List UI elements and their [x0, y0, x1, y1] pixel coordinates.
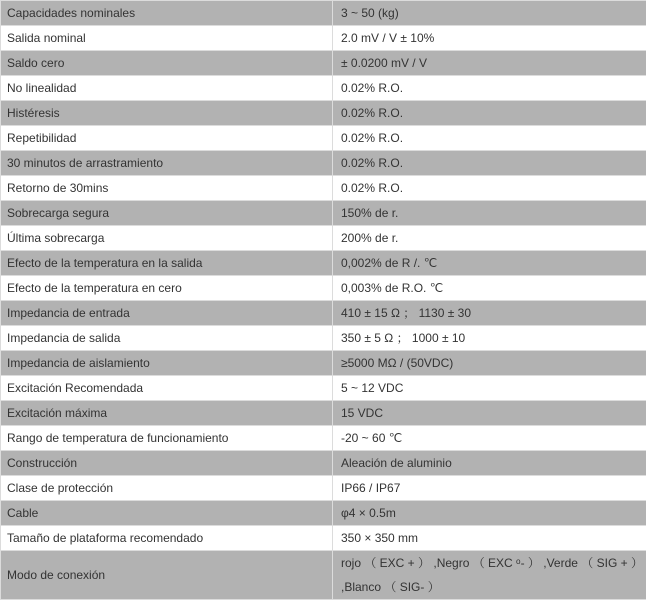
table-row: [1, 151, 646, 176]
spec-value: ≥5000 MΩ / (50VDC): [333, 351, 646, 376]
spec-label: Tamaño de plataforma recomendado: [1, 526, 333, 551]
table-row: [1, 476, 646, 501]
table-row: [1, 76, 646, 101]
spec-label: No linealidad: [1, 76, 333, 101]
spec-label: Retorno de 30mins: [1, 176, 333, 201]
spec-value: 15 VDC: [333, 401, 646, 426]
spec-value: 0.02% R.O.: [333, 176, 646, 201]
table-row: [1, 126, 646, 151]
spec-value: ± 0.0200 mV / V: [333, 51, 646, 76]
spec-label: 30 minutos de arrastramiento: [1, 151, 333, 176]
table-row: [1, 251, 646, 276]
spec-value: 0.02% R.O.: [333, 126, 646, 151]
spec-value: 0.02% R.O.: [333, 76, 646, 101]
spec-label: Excitación Recomendada: [1, 376, 333, 401]
table-row: [1, 376, 646, 401]
spec-value: 350 ± 5 Ω ； 1000 ± 10: [333, 326, 646, 351]
spec-value: 2.0 mV / V ± 10%: [333, 26, 646, 51]
table-row: [1, 1, 646, 26]
spec-label: Clase de protección: [1, 476, 333, 501]
spec-value: 0.02% R.O.: [333, 101, 646, 126]
table-row: [1, 226, 646, 251]
spec-label: Excitación máxima: [1, 401, 333, 426]
spec-value: 0,003% de R.O. ℃: [333, 276, 646, 301]
spec-label: Construcción: [1, 451, 333, 476]
spec-label: Efecto de la temperatura en cero: [1, 276, 333, 301]
spec-value: 0.02% R.O.: [333, 151, 646, 176]
table-row: [1, 326, 646, 351]
spec-label: Saldo cero: [1, 51, 333, 76]
spec-value: 150% de r.: [333, 201, 646, 226]
spec-label: Impedancia de entrada: [1, 301, 333, 326]
table-row: [1, 526, 646, 551]
spec-value: 350 × 350 mm: [333, 526, 646, 551]
table-row: [1, 176, 646, 201]
spec-value: 5 ~ 12 VDC: [333, 376, 646, 401]
spec-label: Impedancia de salida: [1, 326, 333, 351]
table-row: [1, 201, 646, 226]
spec-label: Capacidades nominales: [1, 1, 333, 26]
table-row: [1, 501, 646, 526]
table-row: [1, 551, 646, 600]
spec-label: Salida nominal: [1, 26, 333, 51]
table-row: [1, 101, 646, 126]
spec-value: 0,002% de R /. ℃: [333, 251, 646, 276]
table-row: [1, 276, 646, 301]
spec-value: rojo （ EXC + ） ,Negro （ EXC ᵒ- ） ,Verde （ SIG + ） ,Blanco （ SIG- ）: [333, 551, 646, 600]
spec-value: -20 ~ 60 ℃: [333, 426, 646, 451]
spec-label: Rango de temperatura de funcionamiento: [1, 426, 333, 451]
spec-value: IP66 / IP67: [333, 476, 646, 501]
spec-label: Repetibilidad: [1, 126, 333, 151]
table-row: [1, 301, 646, 326]
table-row: [1, 401, 646, 426]
table-row: [1, 451, 646, 476]
spec-label: Histéresis: [1, 101, 333, 126]
table-row: [1, 26, 646, 51]
spec-label: Efecto de la temperatura en la salida: [1, 251, 333, 276]
spec-value: φ4 × 0.5m: [333, 501, 646, 526]
table-row: [1, 351, 646, 376]
spec-label: Cable: [1, 501, 333, 526]
spec-label: Modo de conexión: [1, 551, 333, 600]
spec-label: Última sobrecarga: [1, 226, 333, 251]
spec-label: Sobrecarga segura: [1, 201, 333, 226]
spec-value: 200% de r.: [333, 226, 646, 251]
spec-value: Aleación de aluminio: [333, 451, 646, 476]
table-row: [1, 51, 646, 76]
spec-label: Impedancia de aislamiento: [1, 351, 333, 376]
spec-value: 410 ± 15 Ω ； 1130 ± 30: [333, 301, 646, 326]
spec-value: 3 ~ 50 (kg): [333, 1, 646, 26]
table-row: [1, 426, 646, 451]
